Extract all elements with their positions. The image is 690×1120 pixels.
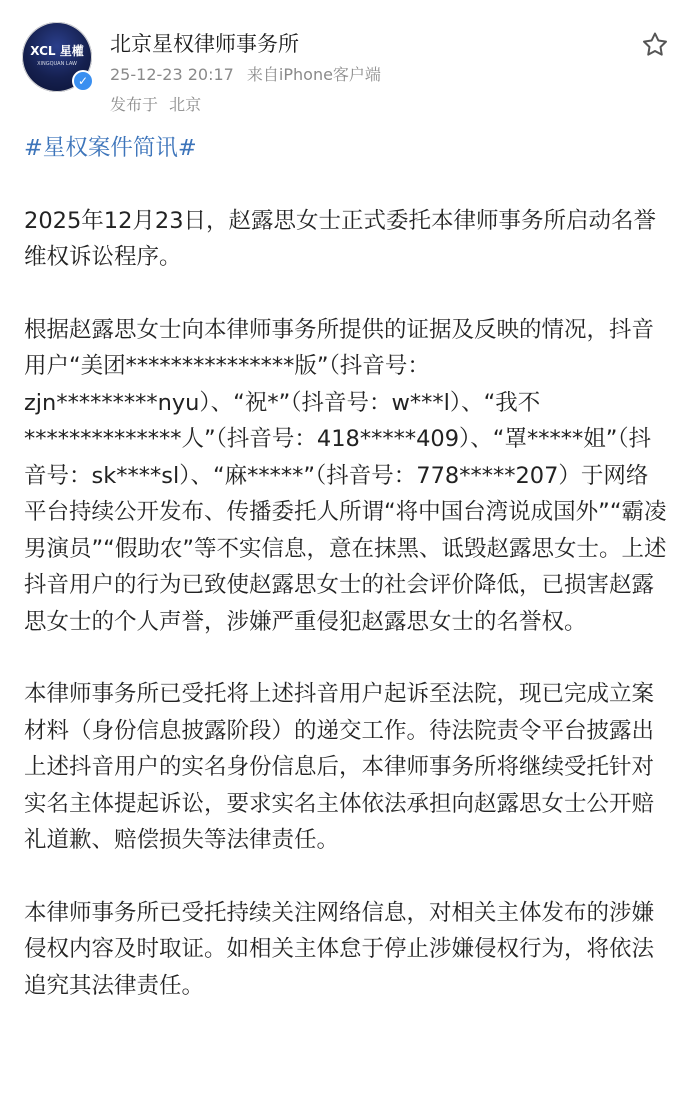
topic-link[interactable]: #星权案件简讯#	[24, 135, 197, 161]
verified-badge-icon: ✓	[72, 70, 94, 92]
post-content	[24, 130, 668, 1004]
post-timestamp: 25-12-23 20:17	[110, 65, 234, 84]
paragraph-1: 2025年12月23日，赵露思女士正式委托本律师事务所启动名誉维权诉讼程序。	[24, 207, 657, 270]
post-meta	[110, 62, 389, 85]
avatar-logo: XCL 星權 XINGQUAN LAW	[30, 44, 84, 67]
post-location	[110, 92, 207, 115]
star-icon[interactable]	[640, 30, 670, 60]
account-name[interactable]: 北京星权律师事务所	[110, 32, 299, 56]
post-source: 来自iPhone客户端	[246, 65, 381, 84]
post-header	[22, 22, 672, 114]
location-prefix: 发布于	[110, 95, 159, 114]
location-value: 北京	[169, 95, 202, 114]
paragraph-2: 根据赵露思女士向本律师事务所提供的证据及反映的情况，抖音用户“美团***************版”（抖音号：zjn*********nyu）、“祝*”（抖音号：w***l）、“我不**************人”（抖音号：418*****409）、“罩*****姐”（抖音号：sk****sl）、“麻*****”（抖音号：778*****207）于网络平台持续公开发布、传播委托人所谓“将中国台湾说成国外”“霸凌男演员”“假助农”等不实信息，意在抹黑、诋毁赵露思女士。上述抖音用户的行为已致使赵露思女士的社会评价降低，已损害赵露思女士的个人声誉，涉嫌严重侵犯赵露思女士的名誉权。	[24, 316, 667, 635]
paragraph-3: 本律师事务所已受托将上述抖音用户起诉至法院，现已完成立案材料（身份信息披露阶段）的递交工作。待法院责令平台披露出上述抖音用户的实名身份信息后，本律师事务所将继续受托针对实名主体提起诉讼，要求实名主体依法承担向赵露思女士公开赔礼道歉、赔偿损失等法律责任。	[24, 681, 655, 853]
paragraph-4: 本律师事务所已受托持续关注网络信息，对相关主体发布的涉嫌侵权内容及时取证。如相关主体怠于停止涉嫌侵权行为，将依法追究其法律责任。	[24, 899, 655, 999]
